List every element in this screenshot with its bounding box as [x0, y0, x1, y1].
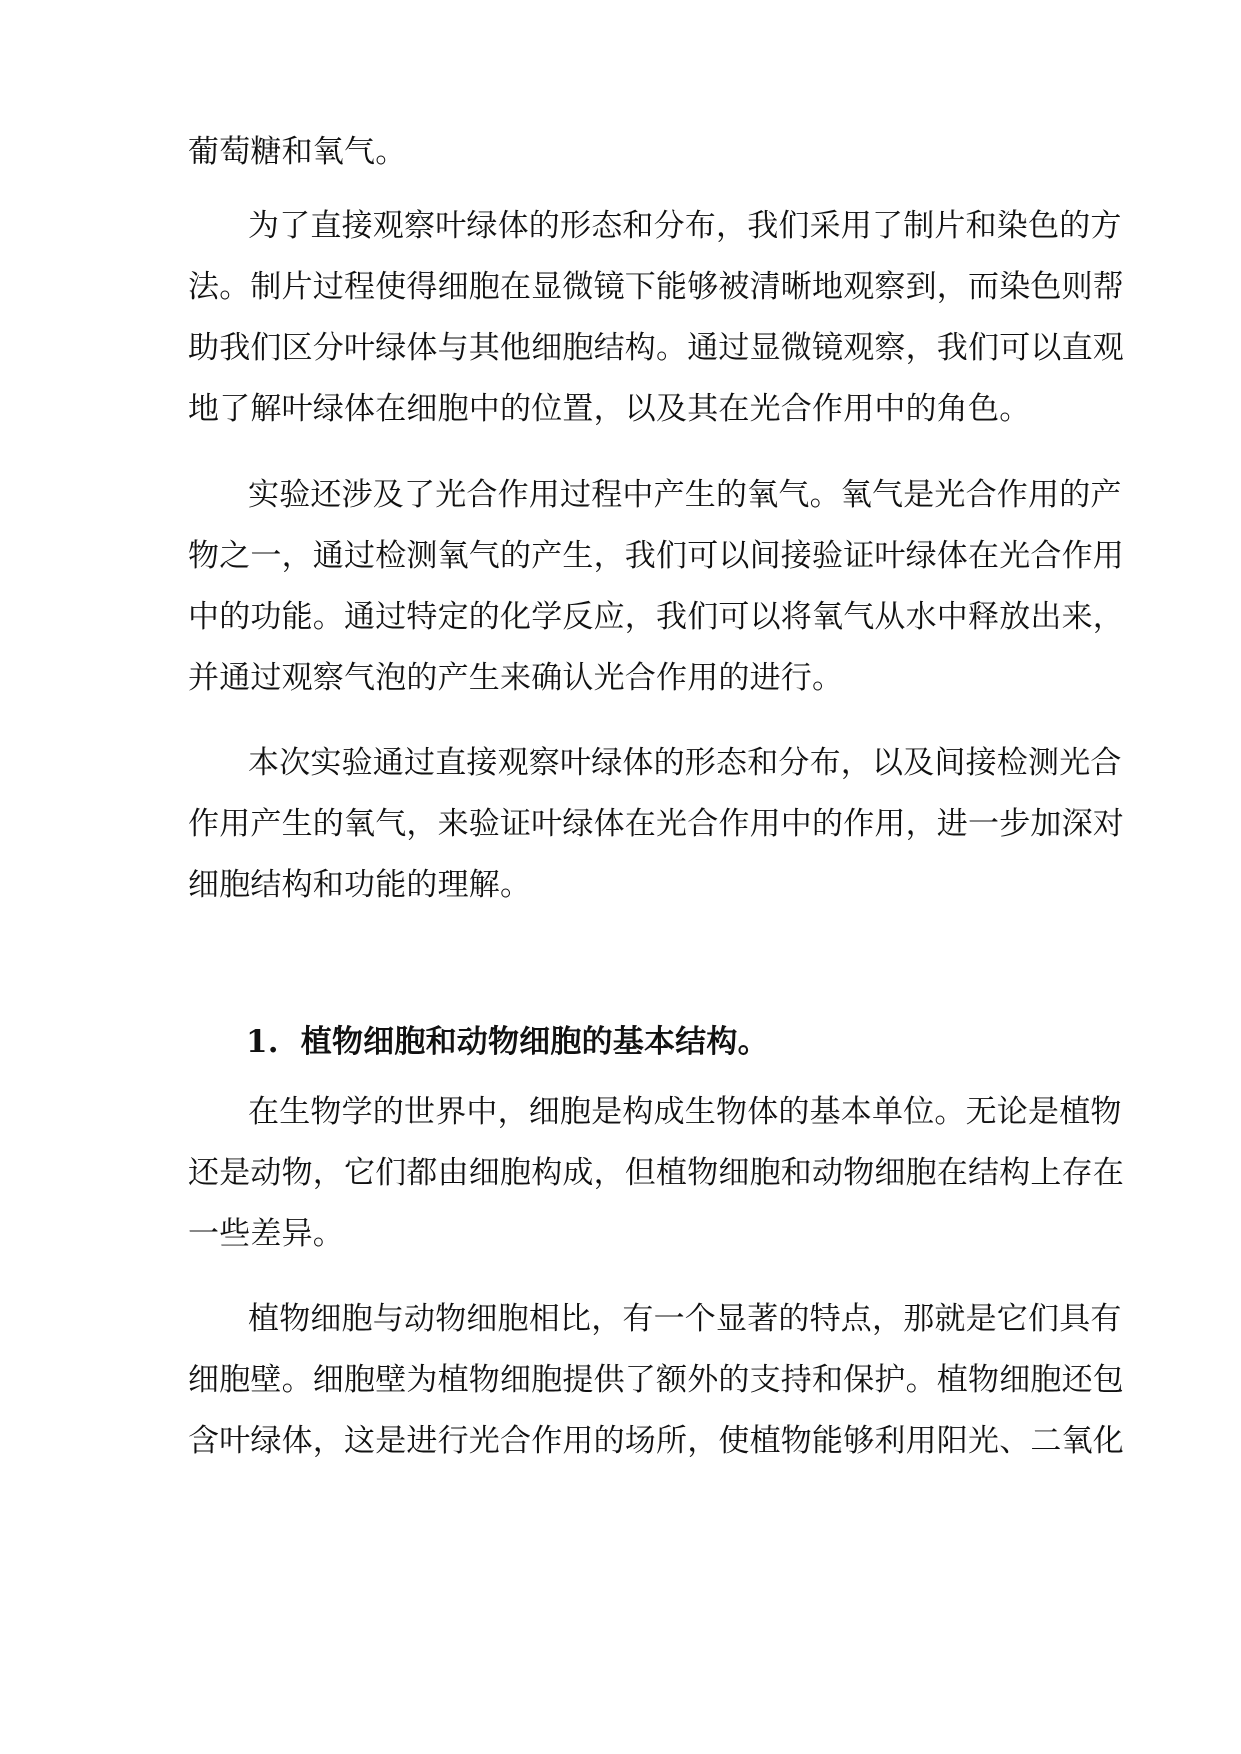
text-line: 葡萄糖和氧气。: [188, 134, 407, 170]
paragraph-cell-basics: [188, 1082, 1124, 1265]
text-line: 在生物学的世界中，细胞是构成生物体的基本单位。无论是植物: [248, 1094, 1122, 1130]
text-line: 作用产生的氧气，来验证叶绿体在光合作用中的作用，进一步加深对: [188, 806, 1124, 842]
continuation-paragraph: [188, 122, 1060, 183]
text-line: 实验还涉及了光合作用过程中产生的氧气。氧气是光合作用的产: [248, 477, 1122, 513]
section-heading-line: [188, 1012, 1060, 1073]
text-line: 助我们区分叶绿体与其他细胞结构。通过显微镜观察，我们可以直观: [188, 330, 1124, 366]
text-line: 法。制片过程使得细胞在显微镜下能够被清晰地观察到，而染色则帮: [188, 269, 1124, 305]
text-line: 植物细胞与动物细胞相比，有一个显著的特点，那就是它们具有: [248, 1301, 1122, 1337]
section-title: 植物细胞和动物细胞的基本结构。: [300, 1024, 769, 1060]
text-line: 一些差异。: [188, 1216, 344, 1252]
text-line: 为了直接观察叶绿体的形态和分布，我们采用了制片和染色的方: [248, 208, 1122, 244]
paragraph-plant-cell-features: [188, 1289, 1124, 1472]
text-line: 本次实验通过直接观察叶绿体的形态和分布，以及间接检测光合: [248, 745, 1122, 781]
section-number: 1.: [246, 1024, 279, 1060]
section-heading: [188, 1012, 1060, 1073]
text-line: 中的功能。通过特定的化学反应，我们可以将氧气从水中释放出来，: [188, 599, 1124, 635]
text-line: 还是动物，它们都由细胞构成，但植物细胞和动物细胞在结构上存在: [188, 1155, 1124, 1191]
text-line: 含叶绿体，这是进行光合作用的场所，使植物能够利用阳光、二氧化: [188, 1423, 1124, 1459]
paragraph-oxygen-detection: [188, 465, 1124, 709]
text-line: 并通过观察气泡的产生来确认光合作用的进行。: [188, 660, 844, 696]
text-line: 地了解叶绿体在细胞中的位置，以及其在光合作用中的角色。: [188, 391, 1031, 427]
text-line: 物之一，通过检测氧气的产生，我们可以间接验证叶绿体在光合作用: [188, 538, 1124, 574]
text-line: 细胞壁。细胞壁为植物细胞提供了额外的支持和保护。植物细胞还包: [188, 1362, 1124, 1398]
paragraph-observation-method: [188, 196, 1124, 440]
paragraph-experiment-summary: [188, 733, 1124, 916]
text-line: 细胞结构和功能的理解。: [188, 867, 532, 903]
